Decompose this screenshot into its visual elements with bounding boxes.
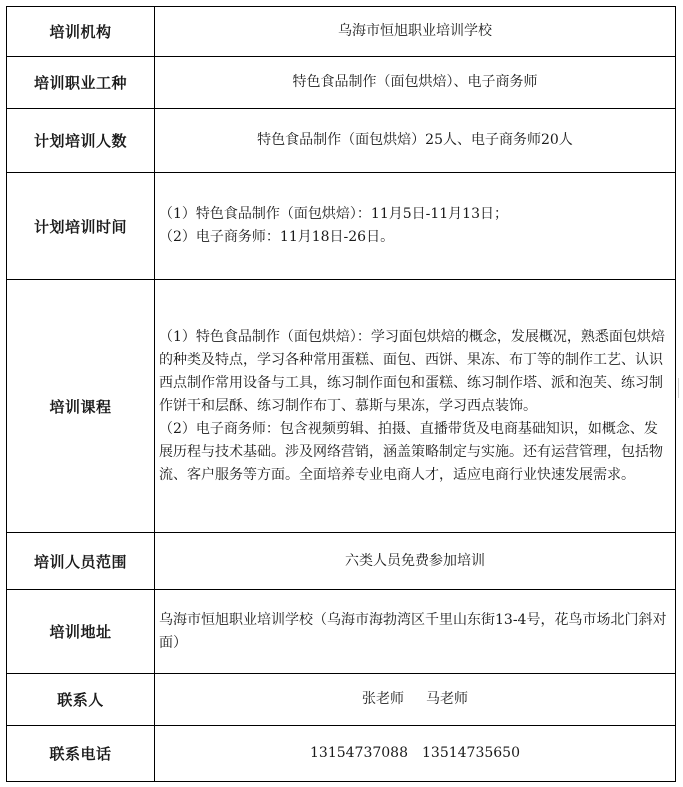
headcount-label: 计划培训人数 — [7, 109, 155, 172]
phone-number-2: 13514735650 — [422, 745, 520, 761]
row-schedule — [7, 173, 675, 280]
courses-value — [155, 280, 675, 532]
courses-paragraph-1: （1）特色食品制作（面包烘焙）：学习面包烘焙的概念，发展概况，熟悉面包烘焙的种类及特点，学习各种常用蛋糕、面包、西饼、果冻、布丁等的制作工艺、认识西点制作常用设备与工具，练习制作面包和蛋糕、练习制作塔、派和泡芙、练习制作饼干和层酥、练习制作布丁、慕斯与果冻，学习西点装饰。 — [159, 328, 665, 414]
institution-label: 培训机构 — [7, 7, 155, 56]
contact-name-2: 马老师 — [426, 691, 468, 707]
phone-number-1: 13154737088 — [310, 745, 408, 761]
row-courses — [7, 280, 675, 533]
schedule-line-1: （1）特色食品制作（面包烘焙）：11月5日-11月13日； — [159, 206, 508, 222]
row-eligibility — [7, 533, 675, 590]
phone-label: 联系电话 — [7, 726, 155, 781]
row-institution — [7, 7, 675, 57]
address-value: 乌海市恒旭职业培训学校（乌海市海勃湾区千里山东街13-4号，花鸟市场北门斜对面） — [159, 611, 667, 651]
contact-label: 联系人 — [7, 674, 155, 725]
training-info-table — [6, 6, 676, 782]
schedule-label: 计划培训时间 — [7, 173, 155, 279]
schedule-line-2: （2）电子商务师：11月18日-26日。 — [159, 229, 395, 245]
contact-name-1: 张老师 — [362, 691, 404, 707]
headcount-value: 特色食品制作（面包烘焙）25人、电子商务师20人 — [257, 132, 573, 148]
schedule-value — [155, 173, 675, 279]
occupations-label: 培训职业工种 — [7, 57, 155, 108]
scroll-edge-mark — [678, 378, 683, 398]
courses-label: 培训课程 — [7, 280, 155, 532]
row-occupations — [7, 57, 675, 109]
row-contact — [7, 674, 675, 726]
eligibility-label: 培训人员范围 — [7, 533, 155, 589]
row-headcount — [7, 109, 675, 173]
occupations-value: 特色食品制作（面包烘焙）、电子商务师 — [292, 74, 538, 90]
institution-value: 乌海市恒旭职业培训学校 — [338, 23, 492, 39]
courses-paragraph-2: （2）电子商务师：包含视频剪辑、拍摄、直播带货及电商基础知识，如概念、发展历程与技术基础。涉及网络营销，涵盖策略制定与实施。还有运营管理，包括物流、客户服务等方面。全面培养专业电商人才，适应电商行业快速发展需求。 — [159, 420, 663, 483]
address-label: 培训地址 — [7, 590, 155, 673]
row-address — [7, 590, 675, 674]
contact-value — [155, 674, 675, 725]
row-phone — [7, 726, 675, 781]
phone-value — [155, 726, 675, 781]
eligibility-value: 六类人员免费参加培训 — [345, 552, 485, 569]
